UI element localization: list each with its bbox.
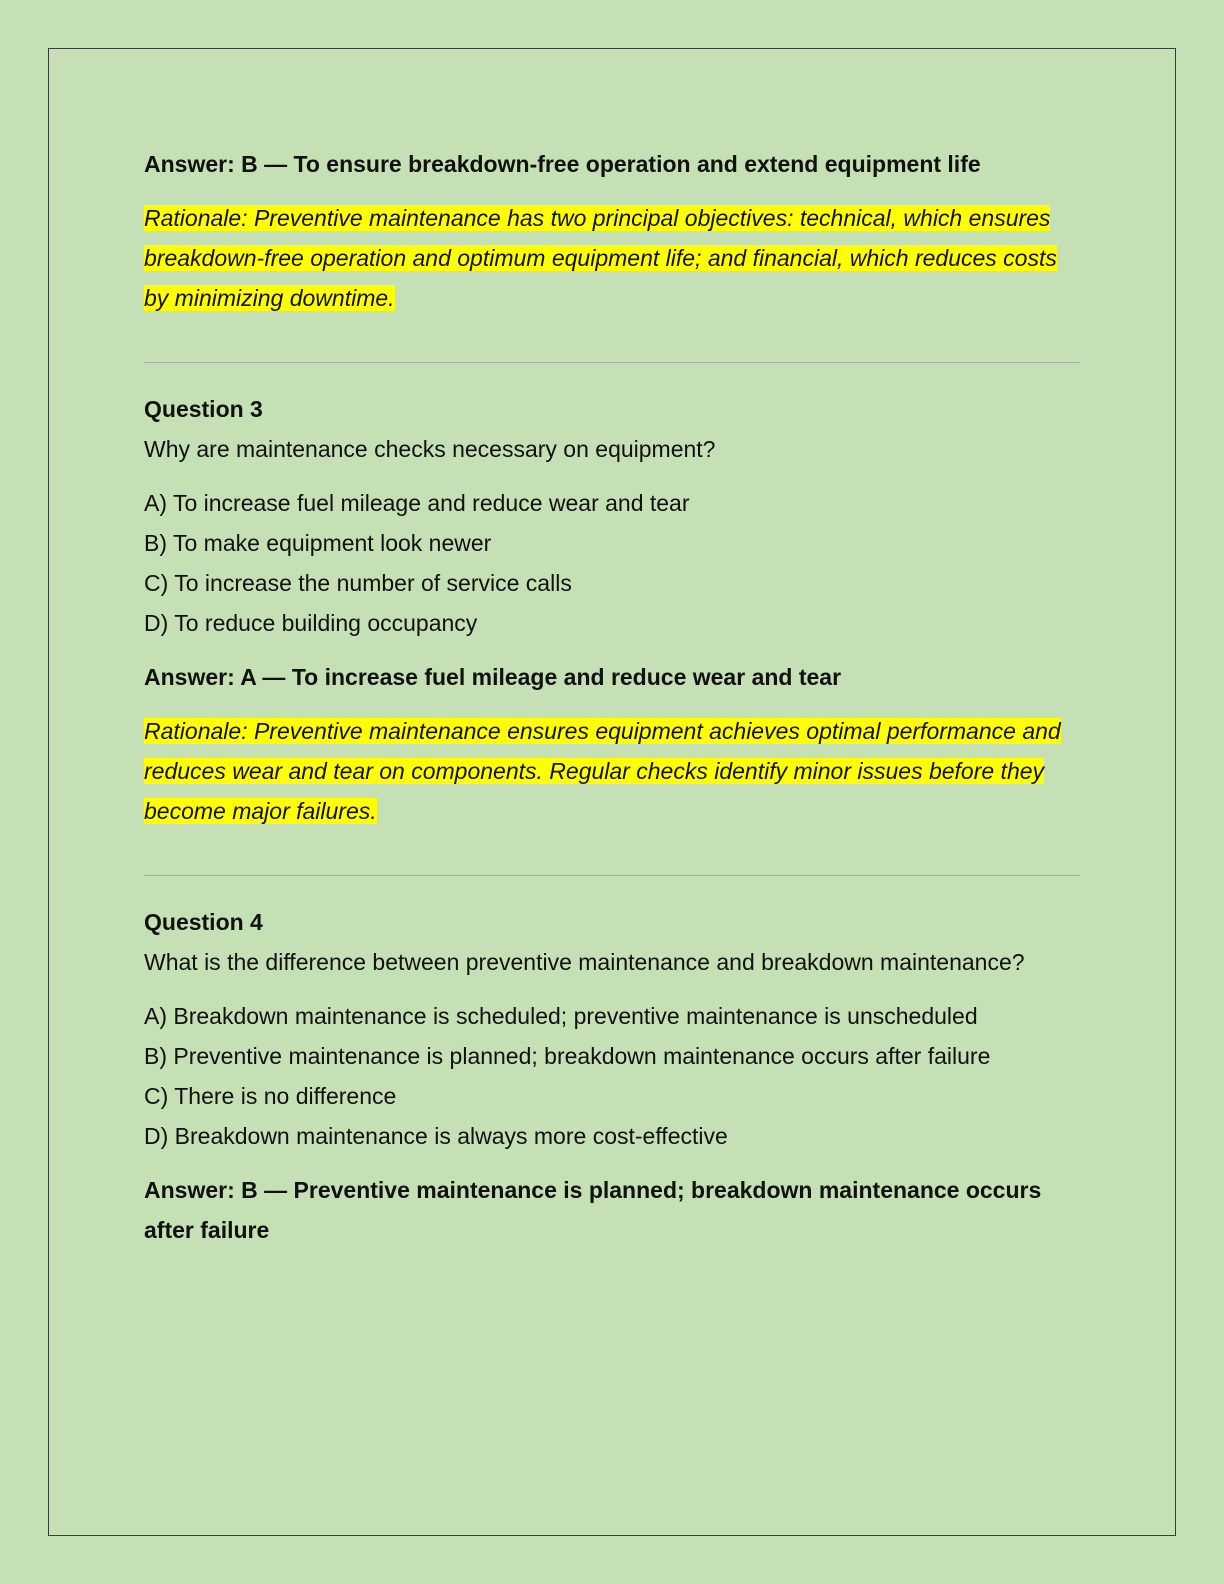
option-b: B) To make equipment look newer xyxy=(144,530,492,556)
option-a: A) Breakdown maintenance is scheduled; preventive maintenance is unscheduled xyxy=(144,1003,978,1029)
question-3-text: Why are maintenance checks necessary on equipment? xyxy=(144,436,716,462)
question-3-options xyxy=(144,483,1080,643)
question-4-options xyxy=(144,996,1080,1156)
answer-3: Answer: A — To increase fuel mileage and reduce wear and tear xyxy=(144,664,842,690)
rationale-2-text: Rationale: Preventive maintenance has two principal objectives: technical, which ensures breakdown-free operation and optimum equipment life; and financial, which reduces costs by minimizing downtime. xyxy=(144,205,1057,311)
document-content xyxy=(144,144,1080,1250)
question-4 xyxy=(144,902,1080,1250)
option-d: D) To reduce building occupancy xyxy=(144,610,478,636)
option-a: A) To increase fuel mileage and reduce wear and tear xyxy=(144,490,690,516)
rationale-3 xyxy=(144,711,1080,831)
question-3 xyxy=(144,389,1080,831)
answer-4: Answer: B — Preventive maintenance is planned; breakdown maintenance occurs after failure xyxy=(144,1177,1042,1243)
section-divider xyxy=(144,362,1080,363)
answer-2: Answer: B — To ensure breakdown-free operation and extend equipment life xyxy=(144,151,981,177)
option-b: B) Preventive maintenance is planned; breakdown maintenance occurs after failure xyxy=(144,1043,991,1069)
option-c: C) To increase the number of service calls xyxy=(144,570,572,596)
rationale-3-text: Rationale: Preventive maintenance ensures equipment achieves optimal performance and reduces wear and tear on components. Regular checks identify minor issues before they become major failures. xyxy=(144,718,1061,824)
section-divider xyxy=(144,875,1080,876)
question-4-text: What is the difference between preventive maintenance and breakdown maintenance? xyxy=(144,949,1025,975)
question-4-title: Question 4 xyxy=(144,909,263,935)
option-c: C) There is no difference xyxy=(144,1083,397,1109)
question-3-title: Question 3 xyxy=(144,396,263,422)
rationale-2 xyxy=(144,198,1080,318)
option-d: D) Breakdown maintenance is always more cost-effective xyxy=(144,1123,728,1149)
